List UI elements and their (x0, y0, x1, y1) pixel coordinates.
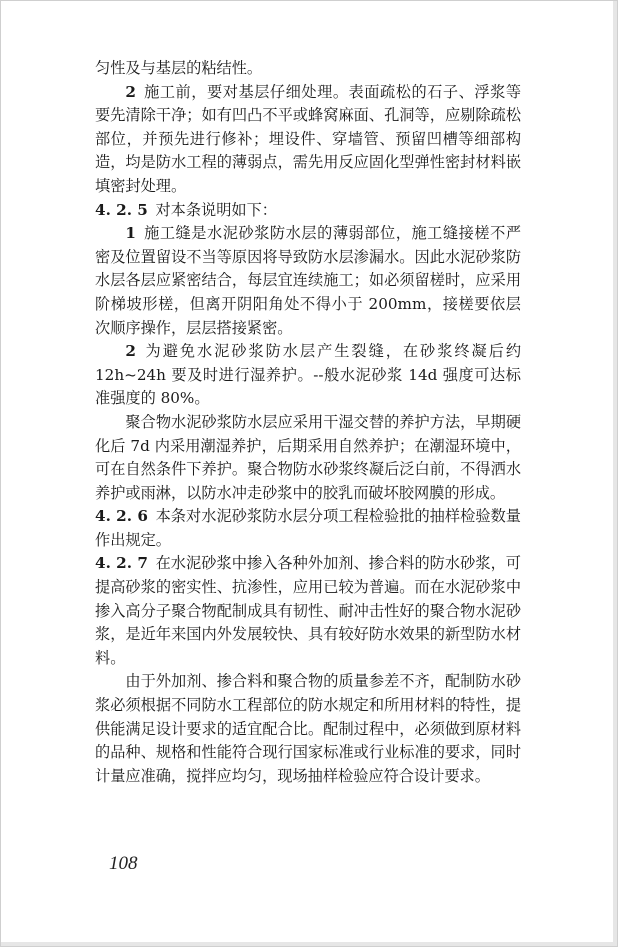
paragraph-mix-design (95, 670, 521, 788)
paragraph-text: 由于外加剂、掺合料和聚合物的质量参差不齐，配制防水砂浆必须根据不同防水工程部位的防水规定和所用材料的特性，提供能满足设计要求的适宜配合比。配制过程中，必须做到原材料的品种、规格和性能符合现行国家标准或行业标准的要求，同时计量应准确，搅拌应均匀，现场抽样检验应符合设计要求。 (95, 672, 521, 785)
paragraph-text: 匀性及与基层的粘结性。 (95, 59, 263, 77)
section-text: 本条对水泥砂浆防水层分项工程检验批的抽样检验数量作出规定。 (95, 507, 521, 549)
paragraph-polymer-curing (95, 411, 521, 505)
paragraph-item-2 (95, 81, 521, 199)
section-4-2-6 (95, 505, 521, 552)
section-number: 4. 2. 5 (95, 200, 148, 219)
body-text (95, 57, 521, 788)
page-number: 108 (109, 853, 138, 874)
section-4-2-7 (95, 552, 521, 670)
section-number: 4. 2. 6 (95, 507, 148, 526)
section-number: 4. 2. 7 (95, 554, 148, 573)
section-text: 在水泥砂浆中掺入各种外加剂、掺合料的防水砂浆，可提高砂浆的密实性、抗渗性，应用已较为普遍。而在水泥砂浆中掺入高分子聚合物配制成具有韧性、耐冲击性好的聚合物水泥砂浆，是近年来国内外发展较快、具有较好防水效果的新型防水材料。 (95, 554, 521, 667)
paragraph-item-2b (95, 340, 521, 411)
paragraph-text: 施工缝是水泥砂浆防水层的薄弱部位，施工缝接槎不严密及位置留设不当等原因将导致防水层渗漏水。因此水泥砂浆防水层各层应紧密结合，每层宜连续施工；如必须留槎时，应采用阶梯坡形槎，但离开阴阳角处不得小于 200mm，接槎要依层次顺序操作，层层搭接紧密。 (95, 224, 521, 337)
item-number: 1 (125, 224, 136, 243)
paragraph-text: 为避免水泥砂浆防水层产生裂缝，在砂浆终凝后约 12h~24h 要及时进行湿养护。--般水泥砂浆 14d 强度可达标准强度的 80%。 (95, 342, 521, 408)
item-number: 2 (125, 82, 136, 101)
paragraph-text: 施工前，要对基层仔细处理。表面疏松的石子、浮浆等要先清除干净；如有凹凸不平或蜂窝麻面、孔洞等，应剔除疏松部位，并预先进行修补；埋设件、穿墙管、预留凹槽等细部构造，均是防水工程的薄弱点，需先用反应固化型弹性密封材料嵌填密封处理。 (95, 82, 521, 195)
section-4-2-5 (95, 199, 521, 223)
paragraph-text: 聚合物水泥砂浆防水层应采用干湿交替的养护方法，早期硬化后 7d 内采用潮湿养护，后期采用自然养护；在潮湿环境中，可在自然条件下养护。聚合物防水砂浆终凝后泛白前，不得洒水养护或雨淋，以防水冲走砂浆中的胶乳而破坏胶网膜的形成。 (95, 412, 521, 502)
paragraph-continuation (95, 57, 521, 81)
paragraph-item-1 (95, 222, 521, 340)
item-number: 2 (125, 342, 136, 361)
section-text: 对本条说明如下： (155, 200, 277, 219)
